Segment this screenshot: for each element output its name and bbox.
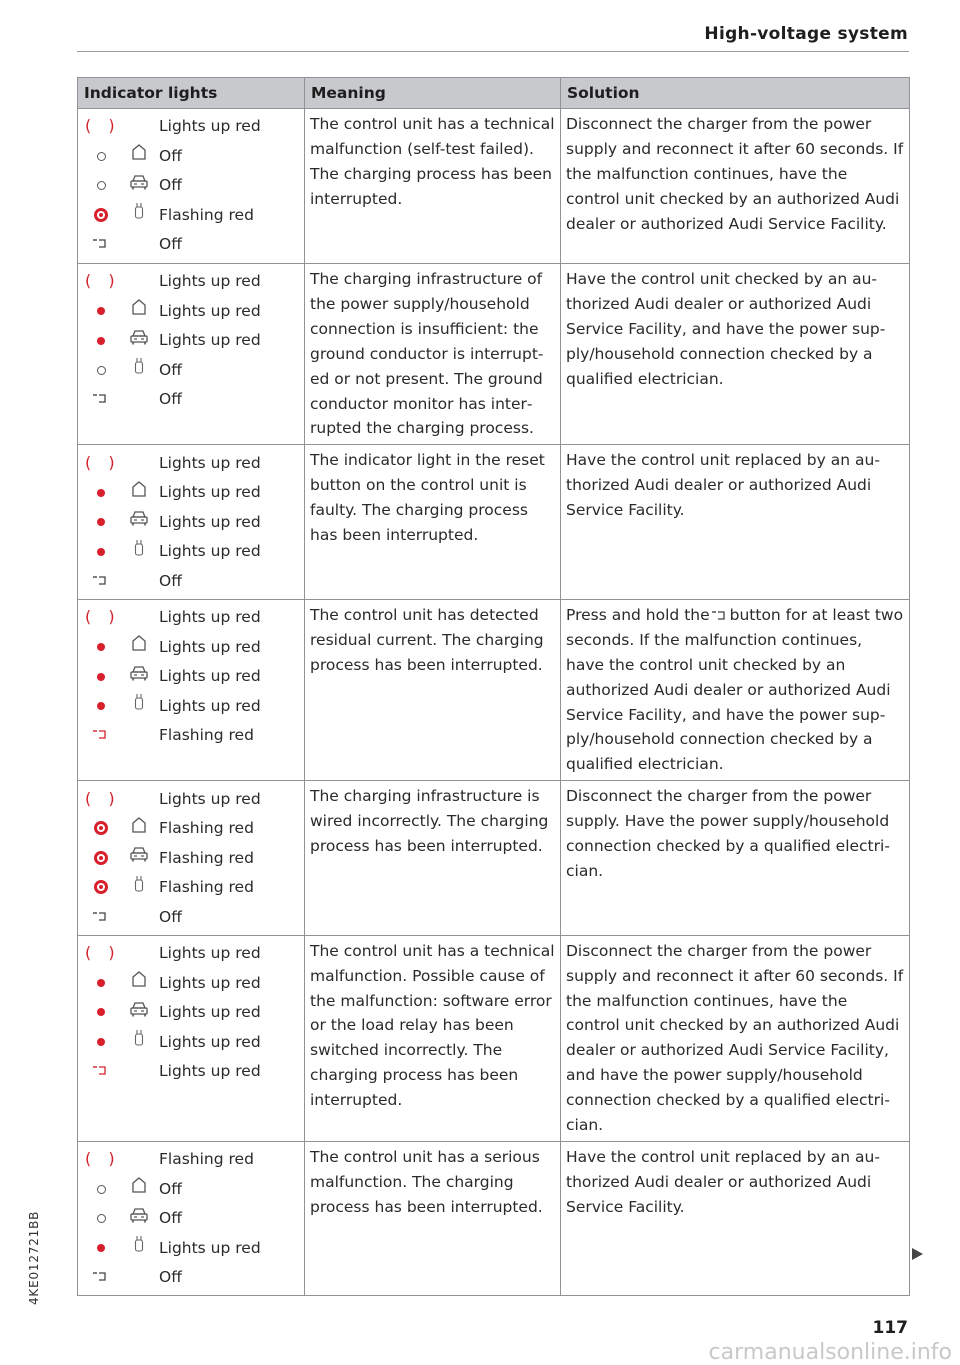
indicator-symbol <box>83 387 119 412</box>
indicator-status: Flashing red <box>159 205 254 224</box>
solution-text-pre: Press and hold the <box>566 605 710 624</box>
indicator-symbol <box>83 232 119 257</box>
indicator-status: Flashing red <box>159 1150 254 1169</box>
indicator-status: Off <box>159 907 182 926</box>
house-icon <box>131 298 147 324</box>
indicator-row <box>83 112 299 142</box>
indicator-icon-slot <box>119 356 159 384</box>
indicator-status: Lights up red <box>159 272 261 291</box>
indicator-symbol <box>83 979 119 987</box>
indicator-status: Lights up red <box>159 331 261 350</box>
button-icon <box>91 569 111 594</box>
indicator-symbol <box>83 723 119 748</box>
reset-button-ring-icon: ( ) <box>85 607 121 627</box>
indicator-symbol <box>83 152 119 161</box>
indicator-icon-slot <box>119 634 159 660</box>
reset-button-icon <box>710 603 730 628</box>
indicator-row <box>83 939 299 969</box>
indicator-symbol <box>83 114 123 139</box>
indicator-symbol <box>83 1185 119 1194</box>
indicator-status: Lights up red <box>159 789 261 808</box>
table-row <box>78 935 910 1141</box>
indicator-row <box>83 998 299 1028</box>
house-icon <box>131 816 147 842</box>
indicator-status: Off <box>159 176 182 195</box>
indicator-icon-slot <box>119 845 159 871</box>
indicator-row <box>83 1263 299 1293</box>
solution-cell <box>561 599 910 780</box>
led-red-icon <box>97 1038 105 1046</box>
indicator-status: Off <box>159 1209 182 1228</box>
indicator-row <box>83 297 299 327</box>
reset-button-ring-icon: ( ) <box>85 1149 121 1169</box>
indicator-status: Off <box>159 1268 182 1287</box>
indicator-status: Off <box>159 390 182 409</box>
indicator-status: Lights up red <box>159 1003 261 1022</box>
column-header-indicator-lights: Indicator lights <box>78 78 305 109</box>
indicator-icon-slot <box>119 1206 159 1232</box>
page-number: 117 <box>872 1318 908 1338</box>
indicator-icon-slot <box>119 143 159 169</box>
indicator-status: Lights up red <box>159 1238 261 1257</box>
house-icon <box>131 1176 147 1202</box>
solution-text: button for at least two seconds. If the malfunction continues, have the control unit checked by an authorized Audi dealer or authorized Audi Service Facility, and have the power supply/household connection checked by a qualified electrician. <box>566 605 904 774</box>
indicator-cell <box>78 109 305 264</box>
indicator-symbol <box>83 208 119 222</box>
led-off-icon <box>97 1185 106 1194</box>
meaning-cell: The control unit has a technical malfunction (self-test failed). The charging process has been interrupted. <box>305 109 561 264</box>
house-icon <box>131 970 147 996</box>
button-icon <box>91 232 111 257</box>
indicator-status: Lights up red <box>159 1032 261 1051</box>
indicator-icon-slot <box>119 874 159 902</box>
indicator-status: Flashing red <box>159 848 254 867</box>
led-red-icon <box>97 979 105 987</box>
indicator-icon-slot <box>119 173 159 199</box>
indicator-status: Lights up red <box>159 637 261 656</box>
indicator-symbol <box>83 941 123 966</box>
car-icon <box>129 173 149 199</box>
indicator-row <box>83 691 299 721</box>
indicator-icon-slot <box>119 970 159 996</box>
led-red-icon <box>97 518 105 526</box>
indicator-symbol <box>83 181 119 190</box>
car-icon <box>129 664 149 690</box>
indicator-row <box>83 1027 299 1057</box>
led-off-icon <box>97 366 106 375</box>
car-icon <box>129 1000 149 1026</box>
indicator-row <box>83 507 299 537</box>
indicator-symbol <box>83 1265 119 1290</box>
house-icon <box>131 480 147 506</box>
solution-cell: Disconnect the charger from the power supply. Have the power supply/household connection checked by a qualified electrician. <box>561 781 910 936</box>
indicator-cell <box>78 599 305 780</box>
indicator-row <box>83 326 299 356</box>
indicator-status: Lights up red <box>159 512 261 531</box>
indicator-row <box>83 603 299 633</box>
plug-icon <box>133 201 145 229</box>
led-red-icon <box>97 489 105 497</box>
led-flashing-icon <box>94 880 108 894</box>
indicator-status: Lights up red <box>159 696 261 715</box>
indicator-symbol <box>83 1059 119 1084</box>
watermark: carmanualsonline.info <box>708 1340 952 1365</box>
indicator-row <box>83 267 299 297</box>
indicator-row <box>83 448 299 478</box>
plug-icon <box>133 356 145 384</box>
table-row <box>78 781 910 936</box>
indicator-status: Off <box>159 146 182 165</box>
indicator-row <box>83 968 299 998</box>
led-flashing-icon <box>94 208 108 222</box>
indicator-symbol <box>83 1147 123 1172</box>
table-row <box>78 1141 910 1296</box>
indicator-symbol <box>83 1214 119 1223</box>
solution-cell: Disconnect the charger from the power supply and reconnect it after 60 seconds. If the malfunction continues, have the control unit checked by an authorized Audi dealer or authorized Audi Service Facility, and have the power supply/household connection checked by a qualified electrician. <box>561 935 910 1141</box>
document-code: 4KE012721BB <box>27 1210 41 1305</box>
led-off-icon <box>97 181 106 190</box>
indicator-icon-slot <box>119 480 159 506</box>
indicator-icon-slot <box>119 664 159 690</box>
meaning-cell: The control unit has a serious malfunction. The charging process has been interrupted. <box>305 1141 561 1296</box>
indicator-cell <box>78 781 305 936</box>
indicator-symbol <box>83 851 119 865</box>
table-row <box>78 109 910 264</box>
indicator-row <box>83 902 299 932</box>
indicator-row <box>83 662 299 692</box>
plug-icon <box>133 692 145 720</box>
indicator-status: Flashing red <box>159 726 254 745</box>
indicator-status: Off <box>159 360 182 379</box>
indicator-status: Lights up red <box>159 453 261 472</box>
continue-arrow-icon <box>912 1248 923 1260</box>
indicator-row <box>83 201 299 231</box>
indicator-status: Flashing red <box>159 819 254 838</box>
indicator-symbol <box>83 569 119 594</box>
button-icon <box>91 723 111 748</box>
indicator-symbol <box>83 673 119 681</box>
indicator-row <box>83 230 299 260</box>
led-red-icon <box>97 1244 105 1252</box>
indicator-cell <box>78 445 305 600</box>
indicator-status: Flashing red <box>159 878 254 897</box>
indicator-row <box>83 142 299 172</box>
led-off-icon <box>97 1214 106 1223</box>
reset-button-ring-icon: ( ) <box>85 943 121 963</box>
led-red-icon <box>97 673 105 681</box>
solution-cell: Have the control unit replaced by an authorized Audi dealer or authorized Audi Service Facility. <box>561 445 910 600</box>
car-icon <box>129 1206 149 1232</box>
column-header-solution: Solution <box>561 78 910 109</box>
solution-cell: Have the control unit replaced by an authorized Audi dealer or authorized Audi Service Facility. <box>561 1141 910 1296</box>
plug-icon <box>133 1028 145 1056</box>
plug-icon <box>133 1234 145 1262</box>
indicator-row <box>83 843 299 873</box>
column-header-meaning: Meaning <box>305 78 561 109</box>
indicator-row <box>83 1204 299 1234</box>
indicator-row <box>83 356 299 386</box>
indicator-table <box>77 77 910 1296</box>
meaning-cell: The control unit has detected residual current. The charging process has been interrupted. <box>305 599 561 780</box>
led-red-icon <box>97 337 105 345</box>
indicator-row <box>83 632 299 662</box>
indicator-symbol <box>83 605 123 630</box>
indicator-symbol <box>83 269 123 294</box>
car-icon <box>129 845 149 871</box>
reset-button-ring-icon: ( ) <box>85 116 121 136</box>
indicator-symbol <box>83 880 119 894</box>
indicator-symbol <box>83 548 119 556</box>
reset-button-ring-icon: ( ) <box>85 452 121 472</box>
indicator-status: Lights up red <box>159 301 261 320</box>
section-title: High-voltage system <box>704 24 908 44</box>
indicator-icon-slot <box>119 692 159 720</box>
led-red-icon <box>97 1008 105 1016</box>
led-red-icon <box>97 702 105 710</box>
indicator-row <box>83 721 299 751</box>
button-icon <box>91 387 111 412</box>
house-icon <box>131 143 147 169</box>
indicator-icon-slot <box>119 538 159 566</box>
solution-cell: Have the control unit checked by an authorized Audi dealer or authorized Audi Service Facility, and have the power supply/household connection checked by a qualified electrician. <box>561 264 910 445</box>
reset-button-ring-icon: ( ) <box>85 271 121 291</box>
indicator-icon-slot <box>119 201 159 229</box>
indicator-status: Lights up red <box>159 973 261 992</box>
indicator-cell <box>78 264 305 445</box>
indicator-row <box>83 478 299 508</box>
indicator-row <box>83 537 299 567</box>
meaning-cell: The charging infrastructure of the power supply/household connection is insufficient: the ground conductor is interrupted or not present. The ground conductor monitor has interrupted the charging process. <box>305 264 561 445</box>
indicator-icon-slot <box>119 1000 159 1026</box>
indicator-symbol <box>83 518 119 526</box>
indicator-symbol <box>83 337 119 345</box>
car-icon <box>129 509 149 535</box>
indicator-symbol <box>83 905 119 930</box>
indicator-row <box>83 1233 299 1263</box>
plug-icon <box>133 874 145 902</box>
indicator-status: Lights up red <box>159 542 261 561</box>
header-rule <box>77 51 909 52</box>
indicator-symbol <box>83 821 119 835</box>
indicator-symbol <box>83 787 123 812</box>
indicator-row <box>83 784 299 814</box>
indicator-row <box>83 1057 299 1087</box>
led-off-icon <box>97 152 106 161</box>
meaning-cell: The charging infrastructure is wired incorrectly. The charging process has been interrupted. <box>305 781 561 936</box>
button-icon <box>91 1059 111 1084</box>
indicator-symbol <box>83 307 119 315</box>
indicator-symbol <box>83 451 123 476</box>
indicator-symbol <box>83 1008 119 1016</box>
indicator-symbol <box>83 702 119 710</box>
indicator-row <box>83 566 299 596</box>
led-red-icon <box>97 548 105 556</box>
indicator-status: Lights up red <box>159 1062 261 1081</box>
car-icon <box>129 328 149 354</box>
indicator-status: Lights up red <box>159 483 261 502</box>
indicator-status: Lights up red <box>159 667 261 686</box>
led-red-icon <box>97 643 105 651</box>
led-flashing-icon <box>94 851 108 865</box>
table-header-row <box>78 78 910 109</box>
indicator-icon-slot <box>119 328 159 354</box>
indicator-symbol <box>83 1244 119 1252</box>
button-icon <box>91 1265 111 1290</box>
indicator-status: Lights up red <box>159 944 261 963</box>
indicator-cell <box>78 935 305 1141</box>
meaning-cell: The indicator light in the reset button on the control unit is faulty. The charging process has been interrupted. <box>305 445 561 600</box>
indicator-status: Lights up red <box>159 608 261 627</box>
indicator-symbol <box>83 366 119 375</box>
led-flashing-icon <box>94 821 108 835</box>
indicator-status: Off <box>159 571 182 590</box>
indicator-icon-slot <box>119 509 159 535</box>
solution-cell: Disconnect the charger from the power supply and reconnect it after 60 seconds. If the malfunction continues, have the control unit checked by an authorized Audi dealer or authorized Audi Service Facility. <box>561 109 910 264</box>
indicator-status: Lights up red <box>159 117 261 136</box>
indicator-row <box>83 873 299 903</box>
plug-icon <box>133 538 145 566</box>
indicator-row <box>83 814 299 844</box>
indicator-icon-slot <box>119 1176 159 1202</box>
indicator-symbol <box>83 643 119 651</box>
indicator-icon-slot <box>119 1028 159 1056</box>
reset-button-ring-icon: ( ) <box>85 788 121 808</box>
indicator-row <box>83 171 299 201</box>
table-row <box>78 599 910 780</box>
led-red-icon <box>97 307 105 315</box>
indicator-row <box>83 1145 299 1175</box>
meaning-cell: The control unit has a technical malfunction. Possible cause of the malfunction: software error or the load relay has been switched incorrectly. The charging process has been interrupted. <box>305 935 561 1141</box>
indicator-row <box>83 385 299 415</box>
indicator-row <box>83 1174 299 1204</box>
indicator-icon-slot <box>119 1234 159 1262</box>
indicator-symbol <box>83 1038 119 1046</box>
indicator-cell <box>78 1141 305 1296</box>
indicator-icon-slot <box>119 298 159 324</box>
indicator-icon-slot <box>119 816 159 842</box>
table-row <box>78 264 910 445</box>
indicator-status: Off <box>159 1179 182 1198</box>
table-row <box>78 445 910 600</box>
indicator-status: Off <box>159 235 182 254</box>
house-icon <box>131 634 147 660</box>
indicator-symbol <box>83 489 119 497</box>
button-icon <box>91 905 111 930</box>
